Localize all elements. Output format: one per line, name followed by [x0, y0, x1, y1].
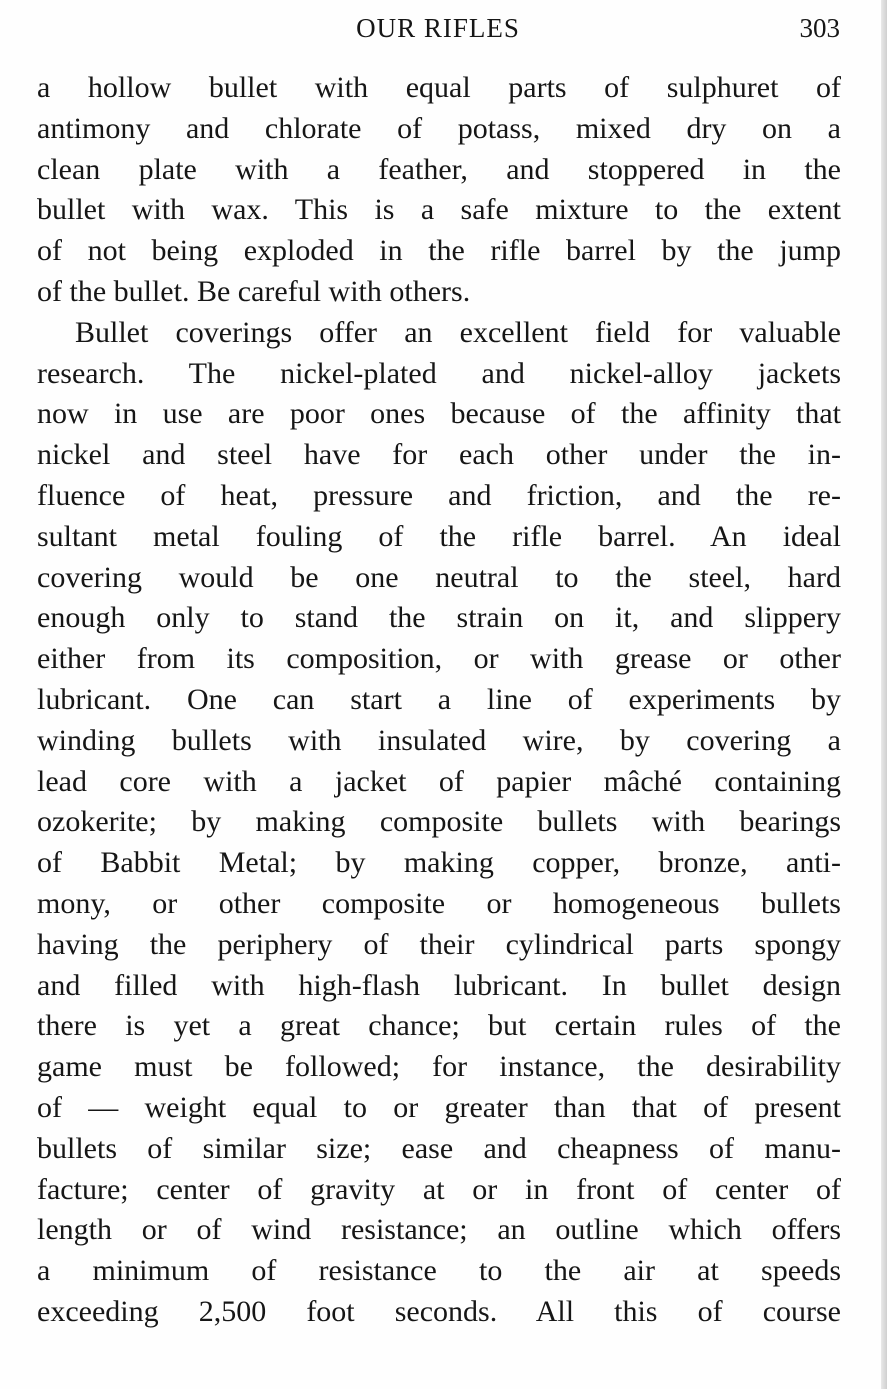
page-header: [36, 10, 840, 46]
text-line: of not being exploded in the rifle barrel by the jump: [37, 234, 841, 268]
text-line: having the periphery of their cylindrical parts spongy: [37, 927, 841, 961]
text-line: winding bullets with insulated wire, by covering a: [37, 723, 841, 757]
text-line: game must be followed; for instance, the desirability: [37, 1050, 841, 1084]
text-line: now in use are poor ones because of the affinity that: [37, 397, 841, 431]
text-line: facture; center of gravity at or in front of center of: [37, 1172, 841, 1206]
text-line: either from its composition, or with grease or other: [37, 642, 841, 676]
text-line: a minimum of resistance to the air at speeds: [37, 1254, 841, 1288]
text-line: a hollow bullet with equal parts of sulphuret of: [37, 71, 841, 104]
text-line: there is yet a great chance; but certain rules of the: [37, 1009, 841, 1043]
page-number: 303: [799, 13, 840, 43]
text-line: clean plate with a feather, and stoppered in the: [37, 152, 841, 186]
text-line: length or of wind resistance; an outline which offers: [37, 1213, 841, 1247]
text-line: ozokerite; by making composite bullets with bearings: [37, 805, 841, 839]
text-line: covering would be one neutral to the steel, hard: [37, 560, 841, 594]
text-line: antimony and chlorate of potass, mixed dry on a: [37, 111, 841, 145]
text-line: bullet with wax. This is a safe mixture to the extent: [37, 193, 841, 227]
text-line: exceeding 2,500 foot seconds. All this of course: [37, 1294, 841, 1328]
text-line: nickel and steel have for each other under the in-: [37, 438, 841, 472]
text-line: research. The nickel-plated and nickel-alloy jackets: [37, 356, 841, 390]
text-line: sultant metal fouling of the rifle barrel. An ideal: [37, 519, 841, 553]
text-line: Bullet coverings offer an excellent field for valuable: [75, 315, 841, 349]
text-line: enough only to stand the strain on it, and slippery: [37, 601, 841, 635]
text-line: mony, or other composite or homogeneous bullets: [37, 886, 841, 920]
paragraph-2: [37, 313, 841, 1333]
running-title: OUR RIFLES: [356, 13, 520, 43]
paragraph-1: [37, 68, 841, 313]
text-line: and filled with high-flash lubricant. In bullet design: [37, 968, 841, 1002]
text-line: of Babbit Metal; by making copper, bronze, anti-: [37, 846, 841, 880]
text-line: bullets of similar size; ease and cheapness of manu-: [37, 1131, 841, 1165]
text-line: of — weight equal to or greater than that of present: [37, 1090, 841, 1124]
body-text: [37, 68, 841, 1333]
text-line: lead core with a jacket of papier mâché containing: [37, 764, 841, 798]
text-line: of the bullet. Be careful with others.: [37, 274, 471, 308]
text-line: lubricant. One can start a line of experiments by: [37, 682, 841, 716]
text-line: fluence of heat, pressure and friction, and the re-: [37, 478, 841, 512]
page-edge-shadow: [881, 0, 887, 1389]
